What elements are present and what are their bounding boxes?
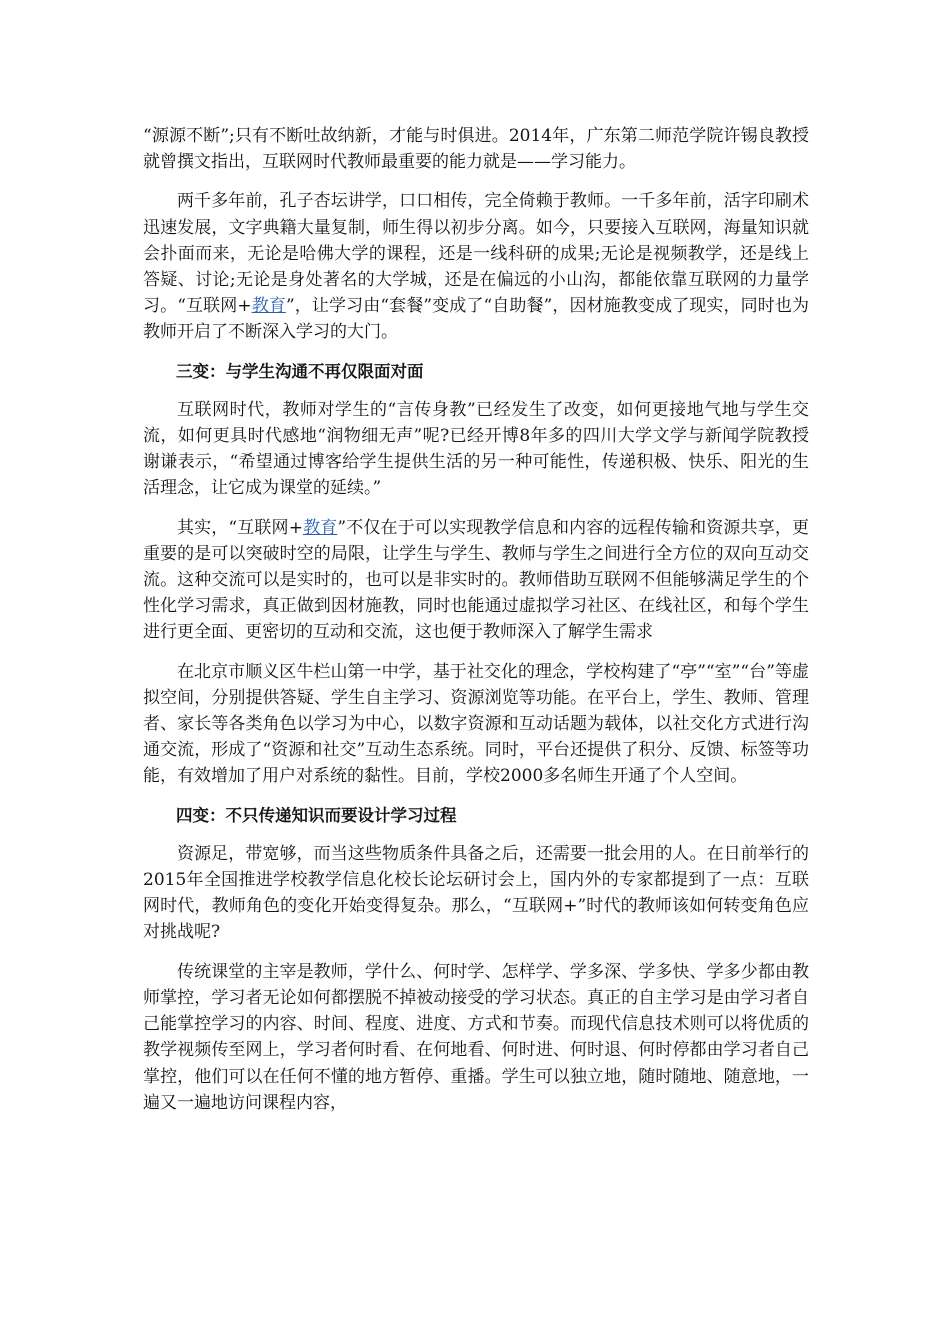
paragraph-text: 资源足，带宽够，而当这些物质条件具备之后，还需要一批会用的人。在日前举行的2015年全国推进学校教学信息化校长论坛研讨会上，国内外的专家都提到了一点：互联网时代，教师角色的变化开始变得复杂。那么，“互联网+”时代的教师该如何转变角色应对挑战呢? — [143, 843, 809, 943]
education-link[interactable]: 教育 — [251, 296, 286, 317]
paragraph-text: “源源不断”;只有不断吐故纳新，才能与时俱进。2014年，广东第二师范学院许锡良教授就曾撰文指出，互联网时代教师最重要的能力就是——学习能力。 — [143, 126, 809, 173]
paragraph-text-end: ”不仅在于可以实现教学信息和内容的远程传输和资源共享，更重要的是可以突破时空的局限，让学生与学生、教师与学生之间进行全方位的双向互动交流。这种交流可以是实时的，也可以是非实时的。教师借助互联网不但能够满足学生的个性化学习需求，真正做到因材施教，同时也能通过虚拟学习社区、在线社区，和每个学生进行更全面、更密切的互动和交流，这也便于教师深入了解学生需求 — [143, 517, 809, 643]
paragraph-school-example — [143, 659, 809, 790]
section-heading-three: 三变：与学生沟通不再仅限面对面 — [176, 361, 424, 381]
paragraph-text: 在北京市顺义区牛栏山第一中学，基于社交化的理念，学校构建了“亭”“室”“台”等虚拟空间，分别提供答疑、学生自主学习、资源浏览等功能。在平台上，学生、教师、管理者、家长等各类角色以学习为中心，以数字资源和互动话题为载体，以社交化方式进行沟通交流，形成了“资源和社交”互动生态系统。同时，平台还提供了积分、反馈、标签等功能，有效增加了用户对系统的黏性。目前，学校2000多名师生开通了个人空间。 — [143, 661, 809, 787]
paragraph-traditional-classroom — [143, 959, 809, 1116]
document-body — [143, 123, 809, 1129]
paragraph-communication — [143, 397, 809, 502]
education-link[interactable]: 教育 — [302, 517, 338, 538]
paragraph-text-start: 两千多年前，孔子杏坛讲学，口口相传，完全倚赖于教师。一千多年前，活字印刷术迅速发展，文字典籍大量复制，师生得以初步分离。如今，只要接入互联网，海量知识就会扑面而来，无论是哈佛大学的课程，还是一线科研的成果;无论是视频教学，还是线上答疑、讨论;无论是身处著名的大学城，还是在偏远的小山沟，都能依靠互联网的力量学习。“互联网+ — [143, 191, 809, 317]
paragraph-text-end: ”，让学习由“套餐”变成了“自助餐”，因材施教变成了现实，同时也为教师开启了不断深入学习的大门。 — [143, 296, 809, 343]
paragraph-internet-learning — [143, 188, 809, 345]
paragraph-text-start: 其实，“互联网+ — [177, 517, 303, 538]
paragraph-continued — [143, 123, 809, 175]
paragraph-text: 传统课堂的主宰是教师，学什么、何时学、怎样学、学多深、学多快、学多少都由教师掌控，学习者无论如何都摆脱不掉被动接受的学习状态。真正的自主学习是由学习者自己能掌控学习的内容、时间、程度、进度、方式和节奏。而现代信息技术则可以将优质的教学视频传至网上，学习者何时看、在何地看、何时进、何时退、何时停都由学习者自己掌控，他们可以在任何不懂的地方暂停、重播。学生可以独立地，随时随地、随意地，一遍又一遍地访问课程内容， — [143, 961, 809, 1113]
paragraph-interaction — [143, 515, 809, 646]
paragraph-resources — [143, 841, 809, 946]
paragraph-text: 互联网时代，教师对学生的“言传身教”已经发生了改变，如何更接地气地与学生交流，如何更具时代感地“润物细无声”呢?已经开博8年多的四川大学文学与新闻学院教授谢谦表示，“希望通过博客给学生提供生活的另一种可能性，传递积极、快乐、阳光的生活理念，让它成为课堂的延续。” — [143, 399, 809, 499]
section-heading-four: 四变：不只传递知识而要设计学习过程 — [176, 805, 457, 825]
